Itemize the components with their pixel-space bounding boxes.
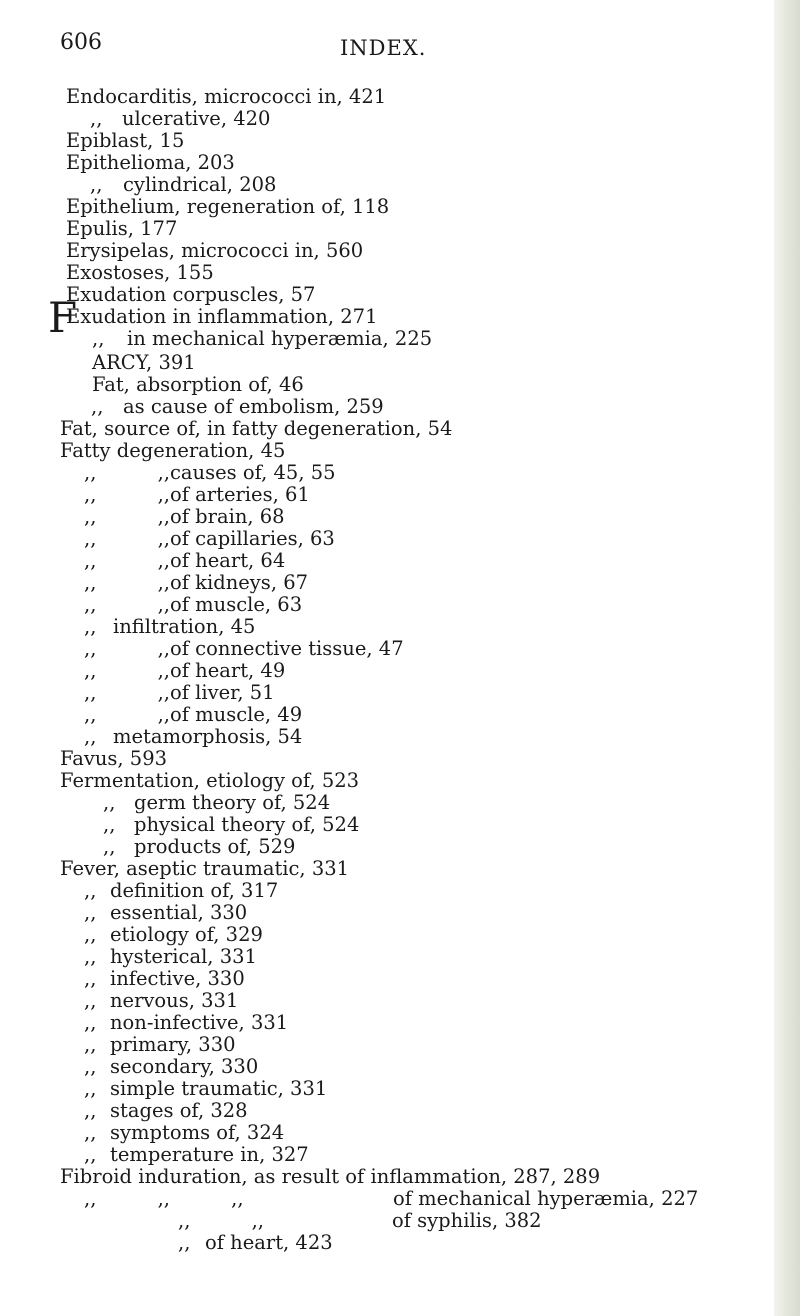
index-entry-text: hysterical, 331 xyxy=(110,945,257,968)
index-entry-text: Fermentation, etiology of, 523 xyxy=(60,769,360,792)
index-entry-text: of heart, 49 xyxy=(170,659,286,682)
ditto-marks: ,, ,, xyxy=(84,571,170,594)
ditto-marks: ,, xyxy=(84,615,97,638)
index-entry-text: causes of, 45, 55 xyxy=(170,461,336,484)
ditto-marks: ,, xyxy=(84,879,97,902)
ditto-marks: ,, xyxy=(178,1231,191,1254)
index-entry-text: Exostoses, 155 xyxy=(66,261,214,284)
ditto-marks: ,, xyxy=(84,945,97,968)
index-entry-text: of connective tissue, 47 xyxy=(170,637,404,660)
index-entry-text: of brain, 68 xyxy=(170,505,285,528)
ditto-marks: ,, ,, xyxy=(84,505,170,528)
ditto-marks: ,, xyxy=(91,395,104,418)
index-entry-text: products of, 529 xyxy=(134,835,296,858)
index-entry-text: symptoms of, 324 xyxy=(110,1121,285,1144)
ditto-marks: ,, xyxy=(103,791,116,814)
ditto-marks: ,, xyxy=(84,1077,97,1100)
ditto-marks: ,, xyxy=(84,923,97,946)
index-entry-text: Favus, 593 xyxy=(60,747,168,770)
index-entry-text: non-infective, 331 xyxy=(110,1011,289,1034)
drop-cap: F xyxy=(48,293,78,342)
index-entry-text: nervous, 331 xyxy=(110,989,239,1012)
index-entry-text: of muscle, 63 xyxy=(170,593,303,616)
ditto-marks: ,, ,, xyxy=(84,549,170,572)
ditto-marks: ,, ,, xyxy=(84,527,170,550)
index-entry-text: primary, 330 xyxy=(110,1033,236,1056)
index-entry-text: of heart, 423 xyxy=(205,1231,333,1254)
index-entry-text: essential, 330 xyxy=(110,901,248,924)
ditto-marks: ,, xyxy=(92,327,105,350)
ditto-marks: ,, ,, xyxy=(84,637,170,660)
index-entry-text: Exudation in inflammation, 271 xyxy=(66,305,378,328)
index-entry-text: of capillaries, 63 xyxy=(170,527,335,550)
ditto-marks: ,, ,, xyxy=(84,483,170,506)
index-entry-text: infiltration, 45 xyxy=(113,615,256,638)
index-entry-text: Fatty degeneration, 45 xyxy=(60,439,286,462)
index-entry-text: of liver, 51 xyxy=(170,681,275,704)
index-entry-text: Epithelioma, 203 xyxy=(66,151,235,174)
index-entry-text: simple traumatic, 331 xyxy=(110,1077,328,1100)
index-entry-text: Epiblast, 15 xyxy=(66,129,185,152)
index-entry-text: stages of, 328 xyxy=(110,1099,248,1122)
index-entry-text: definition of, 317 xyxy=(110,879,279,902)
index-entry-text: Fat, absorption of, 46 xyxy=(92,373,304,396)
ditto-marks: ,, xyxy=(84,967,97,990)
ditto-marks: ,, xyxy=(84,1055,97,1078)
ditto-marks: ,, xyxy=(84,989,97,1012)
ditto-marks: ,, xyxy=(84,901,97,924)
index-entry-text: of muscle, 49 xyxy=(170,703,303,726)
ditto-marks: ,, xyxy=(103,813,116,836)
index-entry-text: temperature in, 327 xyxy=(110,1143,309,1166)
ditto-marks: ,, xyxy=(84,1099,97,1122)
ditto-marks: ,, xyxy=(84,1121,97,1144)
index-entry-text: ARCY, 391 xyxy=(92,351,196,374)
index-entry-text: Epithelium, regeneration of, 118 xyxy=(66,195,390,218)
ditto-marks: ,, xyxy=(84,725,97,748)
ditto-marks: ,, xyxy=(84,1011,97,1034)
page-edge xyxy=(774,0,800,1316)
ditto-marks: ,, xyxy=(84,1033,97,1056)
index-entry-text: as cause of embolism, 259 xyxy=(123,395,384,418)
ditto-marks: ,, xyxy=(84,1143,97,1166)
index-entry-text: etiology of, 329 xyxy=(110,923,263,946)
index-entry-text: secondary, 330 xyxy=(110,1055,259,1078)
ditto-marks: ,, ,, xyxy=(84,593,170,616)
index-entry-text: of kidneys, 67 xyxy=(170,571,309,594)
index-entry-text: Exudation corpuscles, 57 xyxy=(66,283,316,306)
index-entry-text: of mechanical hyperæmia, 227 xyxy=(393,1187,699,1210)
index-entry-text: Fever, aseptic traumatic, 331 xyxy=(60,857,350,880)
index-entry-text: infective, 330 xyxy=(110,967,245,990)
index-entry-text: Fat, source of, in fatty degeneration, 54 xyxy=(60,417,453,440)
ditto-marks: ,, ,, xyxy=(178,1209,264,1232)
index-entry-text: metamorphosis, 54 xyxy=(113,725,303,748)
ditto-marks: ,, xyxy=(90,173,103,196)
index-entry-text: cylindrical, 208 xyxy=(123,173,277,196)
ditto-marks: ,, xyxy=(103,835,116,858)
index-entry-text: of syphilis, 382 xyxy=(392,1209,542,1232)
ditto-marks: ,, ,, xyxy=(84,659,170,682)
ditto-marks: ,, ,, xyxy=(84,703,170,726)
page-number: 606 xyxy=(60,30,102,55)
index-entry-text: Endocarditis, micrococci in, 421 xyxy=(66,85,387,108)
index-entry-text: Epulis, 177 xyxy=(66,217,178,240)
running-header: INDEX. xyxy=(340,36,427,60)
index-entry-text: Erysipelas, micrococci in, 560 xyxy=(66,239,364,262)
index-entry-text: physical theory of, 524 xyxy=(134,813,360,836)
index-entry-text: germ theory of, 524 xyxy=(134,791,331,814)
ditto-marks: ,, ,, ,, xyxy=(84,1187,244,1210)
ditto-marks: ,, ,, xyxy=(84,461,170,484)
index-entry-text: in mechanical hyperæmia, 225 xyxy=(127,327,433,350)
index-entry-text: ulcerative, 420 xyxy=(122,107,271,130)
index-entry-text: of heart, 64 xyxy=(170,549,286,572)
index-entry-text: of arteries, 61 xyxy=(170,483,310,506)
ditto-marks: ,, xyxy=(90,107,103,130)
ditto-marks: ,, ,, xyxy=(84,681,170,704)
index-entry-text: Fibroid induration, as result of inflammation, 287, 289 xyxy=(60,1165,601,1188)
